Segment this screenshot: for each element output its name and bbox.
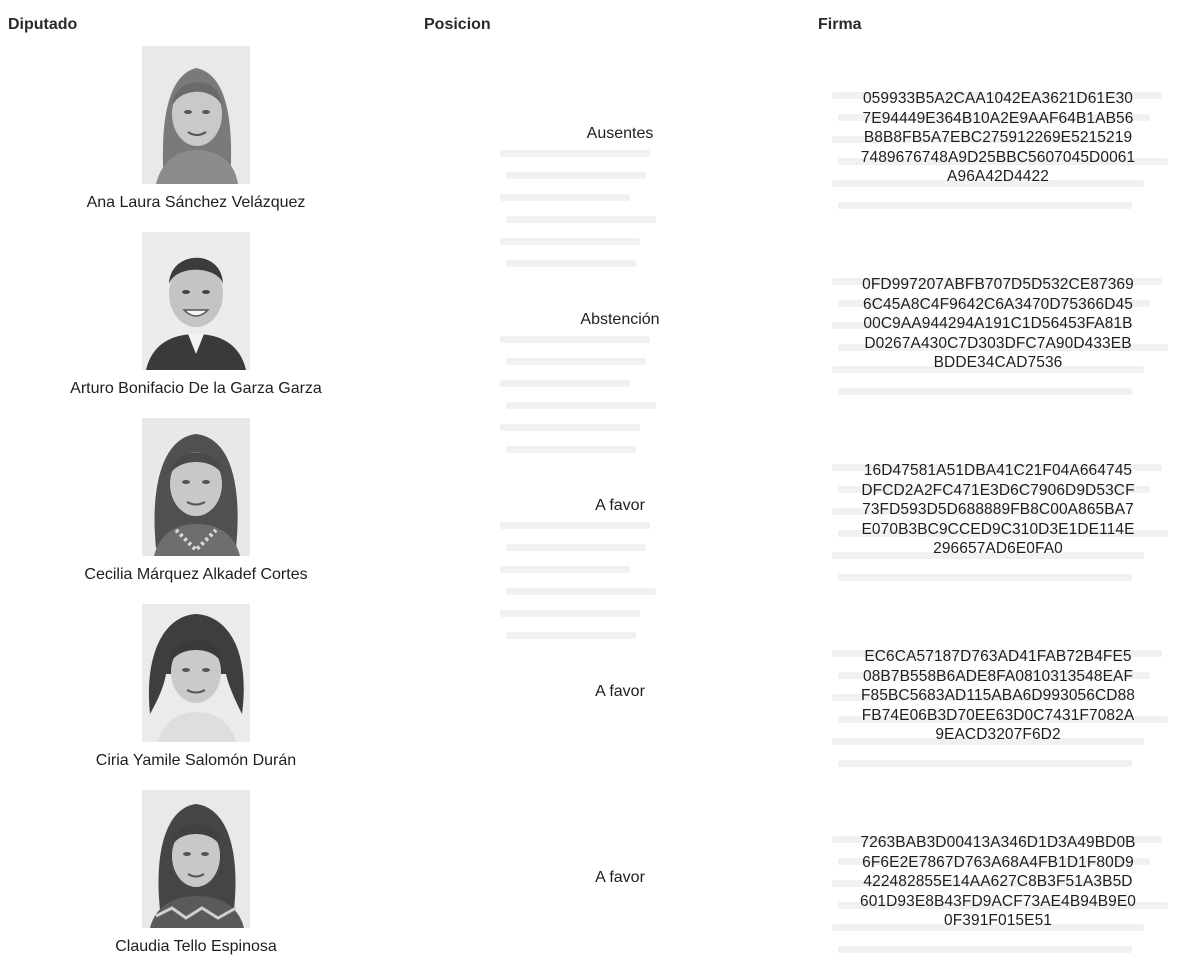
portrait-image xyxy=(142,46,250,184)
signature-line: 059933B5A2CAA1042EA3621D61E30 xyxy=(862,90,1134,107)
signature-line: A96A42D4422 xyxy=(947,168,1049,185)
table-row xyxy=(0,42,1188,228)
deputy-name: Claudia Tello Espinosa xyxy=(115,938,277,955)
signature-line: F85BC5683AD115ABA6D993056CD88 xyxy=(860,687,1136,704)
deputy-name: Ciria Yamile Salomón Durán xyxy=(95,752,297,769)
signature-line: BDDE34CAD7536 xyxy=(933,354,1063,371)
signature-line: 601D93E8B43FD9ACF73AE4B94B9E0 xyxy=(859,892,1137,910)
column-header-firma: Firma xyxy=(818,16,862,33)
portrait-image xyxy=(142,604,250,742)
portrait-image xyxy=(142,418,250,556)
signature-line: 00C9AA944294A191C1D56453FA81B xyxy=(863,315,1133,332)
signature-line: 7E94449E364B10A2E9AAF64B1AB56 xyxy=(862,109,1134,127)
table-row xyxy=(0,228,1188,414)
signature-line: 422482855E14AA627C8B3F51A3B5D xyxy=(863,873,1133,890)
table-row xyxy=(0,600,1188,786)
signature-line: D0267A430C7D303DFC7A90D433EB xyxy=(864,334,1132,352)
deputy-name: Ana Laura Sánchez Velázquez xyxy=(86,194,306,211)
column-header-diputado: Diputado xyxy=(8,16,78,33)
signature-line: 73FD593D5D688889FB8C00A865BA7 xyxy=(862,501,1134,518)
digital-signature xyxy=(808,89,1188,187)
table-row xyxy=(0,786,1188,965)
deputy-photo xyxy=(142,604,250,742)
signature-line: 0FD997207ABFB707D5D532CE87369 xyxy=(862,276,1134,293)
portrait-image xyxy=(142,232,250,370)
digital-signature xyxy=(808,461,1188,559)
table-row xyxy=(0,414,1188,600)
digital-signature xyxy=(808,833,1188,931)
signature-line: E070B3BC9CCED9C310D3E1DE114E xyxy=(861,520,1135,538)
deputy-photo xyxy=(142,418,250,556)
signature-line: DFCD2A2FC471E3D6C7906D9D53CF xyxy=(861,481,1135,499)
signature-line: 6C45A8C4F9642C6A3470D75366D45 xyxy=(862,295,1134,313)
deputy-name: Cecilia Márquez Alkadef Cortes xyxy=(84,566,308,583)
signature-line: B8B8FB5A7EBC275912269E5215219 xyxy=(863,129,1133,146)
vote-position: A favor xyxy=(595,497,645,514)
portrait-image xyxy=(142,790,250,928)
digital-signature xyxy=(808,647,1188,745)
signature-line: 0F391F015E51 xyxy=(943,912,1053,929)
signature-line: 16D47581A51DBA41C21F04A664745 xyxy=(863,462,1133,479)
signature-line: 7489676748A9D25BBC5607045D0061 xyxy=(860,148,1136,166)
vote-position: A favor xyxy=(595,683,645,700)
signature-line: 7263BAB3D00413A346D1D3A49BD0B xyxy=(860,834,1136,851)
signature-line: 296657AD6E0FA0 xyxy=(933,540,1063,557)
vote-position: Ausentes xyxy=(586,125,654,142)
digital-signature xyxy=(808,275,1188,373)
column-header-posicion: Posicion xyxy=(424,16,491,33)
deputy-photo xyxy=(142,790,250,928)
signature-line: FB74E06B3D70EE63D0C7431F7082A xyxy=(861,706,1135,724)
deputy-photo xyxy=(142,232,250,370)
signature-line: 6F6E2E7867D763A68A4FB1D1F80D9 xyxy=(862,853,1134,871)
signature-line: EC6CA57187D763AD41FAB72B4FE5 xyxy=(864,648,1132,665)
vote-position: A favor xyxy=(595,869,645,886)
signature-line: 9EACD3207F6D2 xyxy=(935,726,1061,743)
deputy-name: Arturo Bonifacio De la Garza Garza xyxy=(70,380,322,397)
vote-position: Abstención xyxy=(580,311,660,328)
deputy-photo xyxy=(142,46,250,184)
signature-line: 08B7B558B6ADE8FA0810313548EAF xyxy=(862,667,1134,685)
